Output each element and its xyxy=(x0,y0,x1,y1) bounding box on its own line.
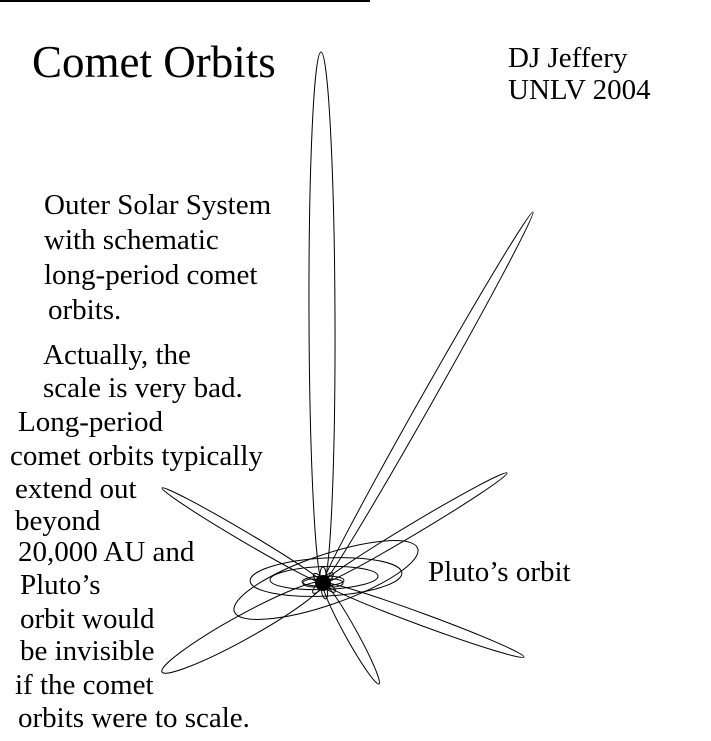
caveat-line: scale is very bad. xyxy=(43,372,243,404)
caveat-line: extend out xyxy=(15,473,137,505)
description-line: long-period comet xyxy=(44,259,258,291)
caveat-line: Long-period xyxy=(18,406,163,438)
pluto-orbit-label: Pluto’s orbit xyxy=(428,556,571,588)
sun xyxy=(315,575,331,591)
author-name: DJ Jeffery xyxy=(508,42,628,74)
caveat-line: Actually, the xyxy=(43,339,191,371)
caveat-line: beyond xyxy=(15,505,101,537)
description-line: Outer Solar System xyxy=(44,189,272,221)
description-line: with schematic xyxy=(44,224,219,256)
caveat-line: comet orbits typically xyxy=(10,440,263,472)
figure-title: Comet Orbits xyxy=(32,37,276,87)
author-affiliation: UNLV 2004 xyxy=(508,74,651,106)
description-line: orbits. xyxy=(48,294,122,326)
caveat-line: 20,000 AU and xyxy=(18,536,195,568)
comet-orbit-1 xyxy=(308,52,336,583)
caveat-line: if the comet xyxy=(15,669,154,701)
caveat-line: be invisible xyxy=(20,635,155,667)
caveat-line: Pluto’s xyxy=(20,569,101,601)
caveat-line: orbits were to scale. xyxy=(18,702,250,734)
comet-orbit-4 xyxy=(321,577,526,662)
caveat-line: orbit would xyxy=(20,603,155,635)
comet-orbit-2 xyxy=(318,209,538,586)
